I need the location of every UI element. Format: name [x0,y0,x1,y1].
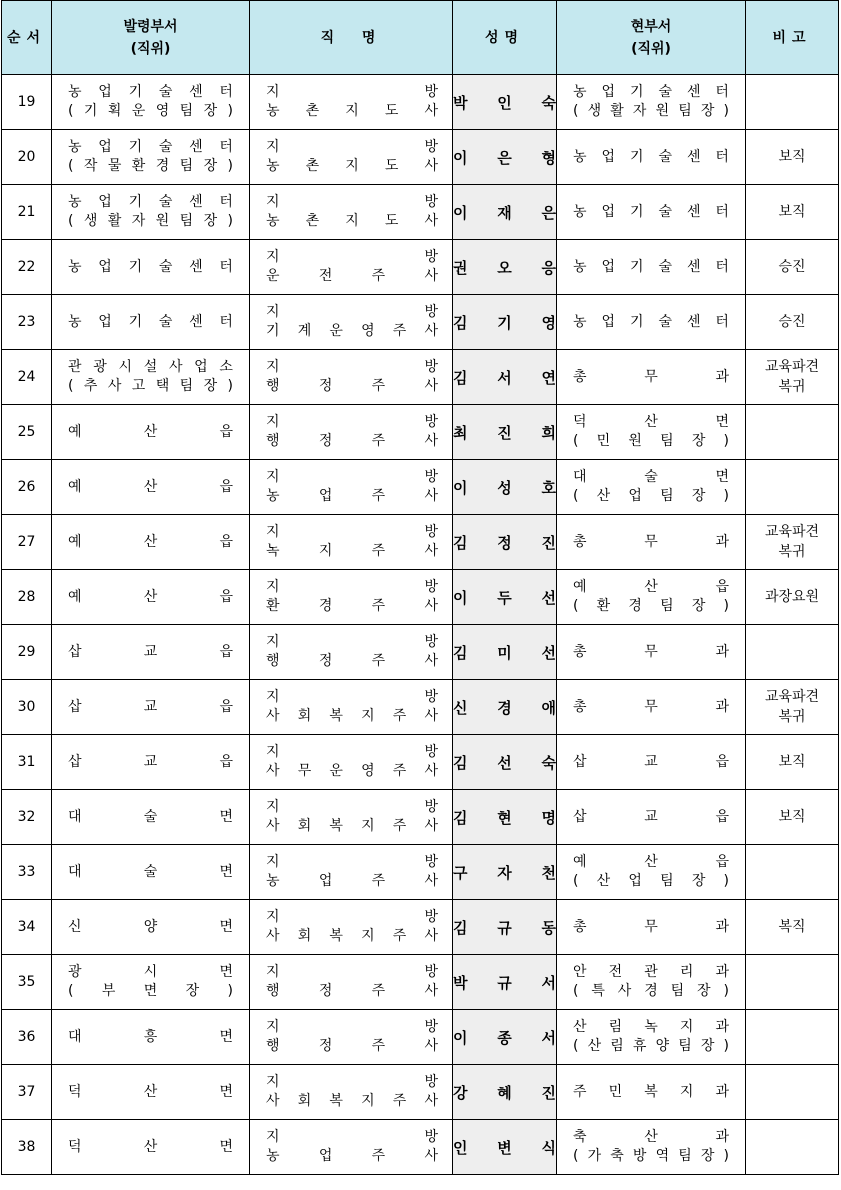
current-dept-cell [557,1010,746,1065]
issuing-dept-cell [52,240,250,295]
order-cell: 36 [2,1010,52,1065]
job-title-cell [250,570,453,625]
spaced-line: 농 촌 지 도 사 [266,158,438,174]
order-cell: 24 [2,350,52,405]
spaced-line: 예 산 읍 [68,533,233,550]
order-cell: 33 [2,845,52,900]
issuing-dept-cell [52,845,250,900]
spaced-line: ( 생 활 자 원 팀 장 ) [573,103,729,119]
order-cell: 25 [2,405,52,460]
table-row [2,790,839,845]
person-name-cell: 이 성 호 [453,460,557,515]
table-row [2,350,839,405]
job-title-cell [250,845,453,900]
spaced-line: 행 정 주 사 [266,983,438,999]
spaced-line: 사 무 운 영 주 사 [266,763,438,779]
order-cell: 38 [2,1120,52,1175]
order-cell: 22 [2,240,52,295]
job-grade-line: 지 방 [266,414,438,430]
spaced-line: 예 산 읍 [573,579,729,595]
job-title-cell [250,735,453,790]
remark-text: 복귀 [778,379,806,395]
issuing-dept-cell [52,790,250,845]
issuing-dept-cell [52,625,250,680]
table-row [2,1010,839,1065]
spaced-line: 농 업 기 술 센 터 [68,194,233,210]
person-name-cell: 인 변 식 [453,1120,557,1175]
spaced-line: 삽 교 읍 [68,698,233,715]
remarks-cell [746,240,839,295]
remarks-cell [746,570,839,625]
job-title-cell [250,1065,453,1120]
spaced-line: 예 산 읍 [68,588,233,605]
header-current-dept: 현부서 (직위) [557,1,746,75]
person-name-cell: 김 서 연 [453,350,557,405]
spaced-line: ( 환 경 팀 장 ) [573,598,729,614]
current-dept-cell [557,75,746,130]
job-title-cell [250,1010,453,1065]
remarks-cell [746,515,839,570]
spaced-line: 덕 산 면 [68,1083,233,1100]
job-grade-line: 지 방 [266,249,438,265]
spaced-line: 총 무 과 [573,643,729,660]
spaced-line: 대 술 면 [68,863,233,880]
remark-text: 복귀 [778,709,806,725]
spaced-line: 농 업 주 사 [266,1148,438,1164]
spaced-line: 농 업 기 술 센 터 [573,84,729,100]
person-name-cell: 박 인 숙 [453,75,557,130]
order-cell: 30 [2,680,52,735]
current-dept-cell [557,680,746,735]
spaced-line: 사 회 복 지 주 사 [266,1093,438,1109]
spaced-line: 기 계 운 영 주 사 [266,323,438,339]
spaced-line: 운 전 주 사 [266,268,438,284]
table-row [2,735,839,790]
current-dept-cell [557,130,746,185]
spaced-line: ( 특 사 경 팀 장 ) [573,983,729,999]
remarks-cell [746,845,839,900]
spaced-line: 환 경 주 사 [266,598,438,614]
remarks-cell [746,350,839,405]
spaced-line: ( 추 사 고 택 팀 장 ) [68,378,233,394]
job-title-cell [250,350,453,405]
job-grade-line: 지 방 [266,1129,438,1145]
table-row [2,240,839,295]
table-row [2,845,839,900]
current-dept-cell [557,845,746,900]
remark-text: 복직 [778,919,806,935]
job-title-cell [250,900,453,955]
spaced-line: 농 업 기 술 센 터 [573,203,729,220]
person-name-cell: 김 현 명 [453,790,557,845]
order-cell: 34 [2,900,52,955]
job-grade-line: 지 방 [266,689,438,705]
remark-text: 복귀 [778,544,806,560]
spaced-line: 농 업 주 사 [266,873,438,889]
current-dept-cell [557,295,746,350]
issuing-dept-cell [52,185,250,240]
spaced-line: ( 부 면 장 ) [68,983,233,999]
remarks-cell [746,1010,839,1065]
person-name-cell: 이 재 은 [453,185,557,240]
issuing-dept-cell [52,570,250,625]
order-cell: 21 [2,185,52,240]
spaced-line: 녹 지 주 사 [266,543,438,559]
remark-text: 교육파견 [764,524,820,540]
spaced-line: 대 술 면 [68,808,233,825]
spaced-line: 사 회 복 지 주 사 [266,818,438,834]
spaced-line: 예 산 읍 [68,423,233,440]
spaced-line: 축 산 과 [573,1129,729,1145]
table-row [2,900,839,955]
order-cell: 23 [2,295,52,350]
current-dept-cell [557,515,746,570]
current-dept-cell [557,735,746,790]
current-dept-cell [557,900,746,955]
spaced-line: 총 무 과 [573,698,729,715]
spaced-line: 대 흥 면 [68,1028,233,1045]
job-title-cell [250,680,453,735]
job-title-cell [250,295,453,350]
table-row [2,75,839,130]
spaced-line: 행 정 주 사 [266,378,438,394]
remarks-cell [746,295,839,350]
job-grade-line: 지 방 [266,524,438,540]
spaced-line: ( 기 획 운 영 팀 장 ) [68,103,233,119]
remark-text: 교육파견 [764,359,820,375]
table-row [2,955,839,1010]
spaced-line: 농 업 기 술 센 터 [68,258,233,275]
order-cell: 35 [2,955,52,1010]
job-title-cell [250,185,453,240]
current-dept-cell [557,350,746,405]
spaced-line: 관 광 시 설 사 업 소 [68,359,233,375]
job-grade-line: 지 방 [266,634,438,650]
order-cell: 20 [2,130,52,185]
job-grade-line: 지 방 [266,744,438,760]
current-dept-cell [557,955,746,1010]
issuing-dept-cell [52,460,250,515]
current-dept-cell [557,790,746,845]
job-grade-line: 지 방 [266,469,438,485]
spaced-line: 농 촌 지 도 사 [266,213,438,229]
job-grade-line: 지 방 [266,964,438,980]
job-grade-line: 지 방 [266,304,438,320]
header-remarks: 비고 [746,1,839,75]
spaced-line: ( 생 활 자 원 팀 장 ) [68,213,233,229]
spaced-line: 농 업 기 술 센 터 [68,313,233,330]
spaced-line: 삽 교 읍 [68,753,233,770]
header-order: 순서 [2,1,52,75]
order-cell: 37 [2,1065,52,1120]
order-cell: 28 [2,570,52,625]
person-name-cell: 강 혜 진 [453,1065,557,1120]
person-name-cell: 김 미 선 [453,625,557,680]
spaced-line: 사 회 복 지 주 사 [266,928,438,944]
spaced-line: 행 정 주 사 [266,433,438,449]
job-title-cell [250,75,453,130]
table-row [2,570,839,625]
spaced-line: ( 산 업 팀 장 ) [573,873,729,889]
current-dept-cell [557,405,746,460]
remark-text: 교육파견 [764,689,820,705]
remark-text: 보직 [778,204,806,220]
spaced-line: 삽 교 읍 [573,753,729,770]
header-job-title: 직 명 [250,1,453,75]
issuing-dept-cell [52,1010,250,1065]
issuing-dept-cell [52,130,250,185]
person-name-cell: 김 정 진 [453,515,557,570]
spaced-line: 삽 교 읍 [68,643,233,660]
remark-text: 승진 [778,259,806,275]
person-name-cell: 권 오 응 [453,240,557,295]
spaced-line: 덕 산 면 [573,414,729,430]
order-cell: 29 [2,625,52,680]
table-row [2,295,839,350]
table-row [2,680,839,735]
remarks-cell [746,1065,839,1120]
job-title-cell [250,790,453,845]
table-row [2,460,839,515]
person-name-cell: 이 종 서 [453,1010,557,1065]
person-name-cell: 박 규 서 [453,955,557,1010]
spaced-line: 예 산 읍 [68,478,233,495]
spaced-line: 총 무 과 [573,533,729,550]
spaced-line: 대 술 면 [573,469,729,485]
remarks-cell [746,130,839,185]
job-title-cell [250,955,453,1010]
header-row [2,1,839,75]
spaced-line: 행 정 주 사 [266,1038,438,1054]
spaced-line: ( 민 원 팀 장 ) [573,433,729,449]
spaced-line: 삽 교 읍 [573,808,729,825]
issuing-dept-cell [52,900,250,955]
spaced-line: 농 업 기 술 센 터 [573,148,729,165]
spaced-line: 행 정 주 사 [266,653,438,669]
remarks-cell [746,625,839,680]
remark-text: 보직 [778,754,806,770]
spaced-line: 총 무 과 [573,368,729,385]
issuing-dept-cell [52,1065,250,1120]
person-name-cell: 최 진 희 [453,405,557,460]
person-name-cell: 구 자 천 [453,845,557,900]
issuing-dept-cell [52,295,250,350]
spaced-line: ( 작 물 환 경 팀 장 ) [68,158,233,174]
person-name-cell: 김 규 동 [453,900,557,955]
job-grade-line: 지 방 [266,139,438,155]
remarks-cell [746,900,839,955]
issuing-dept-cell [52,735,250,790]
header-name: 성명 [453,1,557,75]
table-row [2,130,839,185]
issuing-dept-cell [52,515,250,570]
spaced-line: 사 회 복 지 주 사 [266,708,438,724]
current-dept-cell [557,625,746,680]
issuing-dept-cell [52,75,250,130]
current-dept-cell [557,1120,746,1175]
remarks-cell [746,735,839,790]
job-title-cell [250,240,453,295]
table-row [2,625,839,680]
order-cell: 31 [2,735,52,790]
job-grade-line: 지 방 [266,579,438,595]
spaced-line: 덕 산 면 [68,1138,233,1155]
remark-text: 승진 [778,314,806,330]
job-title-cell [250,515,453,570]
remarks-cell [746,405,839,460]
job-title-cell [250,460,453,515]
remarks-cell [746,955,839,1010]
spaced-line: 산 림 녹 지 과 [573,1019,729,1035]
spaced-line: ( 산 림 휴 양 팀 장 ) [573,1038,729,1054]
spaced-line: 농 업 기 술 센 터 [68,84,233,100]
issuing-dept-cell [52,955,250,1010]
personnel-table [1,0,839,1175]
person-name-cell: 신 경 애 [453,680,557,735]
issuing-dept-cell [52,405,250,460]
current-dept-cell [557,240,746,295]
job-title-cell [250,405,453,460]
job-grade-line: 지 방 [266,854,438,870]
job-grade-line: 지 방 [266,799,438,815]
issuing-dept-cell [52,680,250,735]
table-row [2,185,839,240]
remarks-cell [746,185,839,240]
remarks-cell [746,1120,839,1175]
remark-text: 보직 [778,809,806,825]
spaced-line: ( 산 업 팀 장 ) [573,488,729,504]
spaced-line: 안 전 관 리 과 [573,964,729,980]
issuing-dept-cell [52,1120,250,1175]
remarks-cell [746,460,839,515]
issuing-dept-cell [52,350,250,405]
job-grade-line: 지 방 [266,909,438,925]
person-name-cell: 이 두 선 [453,570,557,625]
spaced-line: 농 업 기 술 센 터 [573,258,729,275]
person-name-cell: 김 선 숙 [453,735,557,790]
job-grade-line: 지 방 [266,84,438,100]
current-dept-cell [557,185,746,240]
remark-text: 보직 [778,149,806,165]
spaced-line: 총 무 과 [573,918,729,935]
spaced-line: 농 업 기 술 센 터 [573,313,729,330]
remark-text: 과장요원 [764,589,820,605]
person-name-cell: 김 기 영 [453,295,557,350]
remarks-cell [746,790,839,845]
order-cell: 19 [2,75,52,130]
current-dept-cell [557,1065,746,1120]
spaced-line: 농 촌 지 도 사 [266,103,438,119]
table-row [2,405,839,460]
spaced-line: 신 양 면 [68,918,233,935]
remarks-cell [746,680,839,735]
job-grade-line: 지 방 [266,1019,438,1035]
current-dept-cell [557,570,746,625]
person-name-cell: 이 은 형 [453,130,557,185]
spaced-line: 광 시 면 [68,964,233,980]
order-cell: 32 [2,790,52,845]
job-title-cell [250,625,453,680]
spaced-line: 주 민 복 지 과 [573,1083,729,1100]
table-row [2,1065,839,1120]
job-title-cell [250,130,453,185]
spaced-line: 예 산 읍 [573,854,729,870]
remarks-cell [746,75,839,130]
order-cell: 27 [2,515,52,570]
spaced-line: 농 업 기 술 센 터 [68,139,233,155]
job-title-cell [250,1120,453,1175]
header-issuing-dept: 발령부서 (직위) [52,1,250,75]
spaced-line: ( 가 축 방 역 팀 장 ) [573,1148,729,1164]
job-grade-line: 지 방 [266,359,438,375]
job-grade-line: 지 방 [266,194,438,210]
table-row [2,515,839,570]
current-dept-cell [557,460,746,515]
job-grade-line: 지 방 [266,1074,438,1090]
table-row [2,1120,839,1175]
spaced-line: 농 업 주 사 [266,488,438,504]
order-cell: 26 [2,460,52,515]
